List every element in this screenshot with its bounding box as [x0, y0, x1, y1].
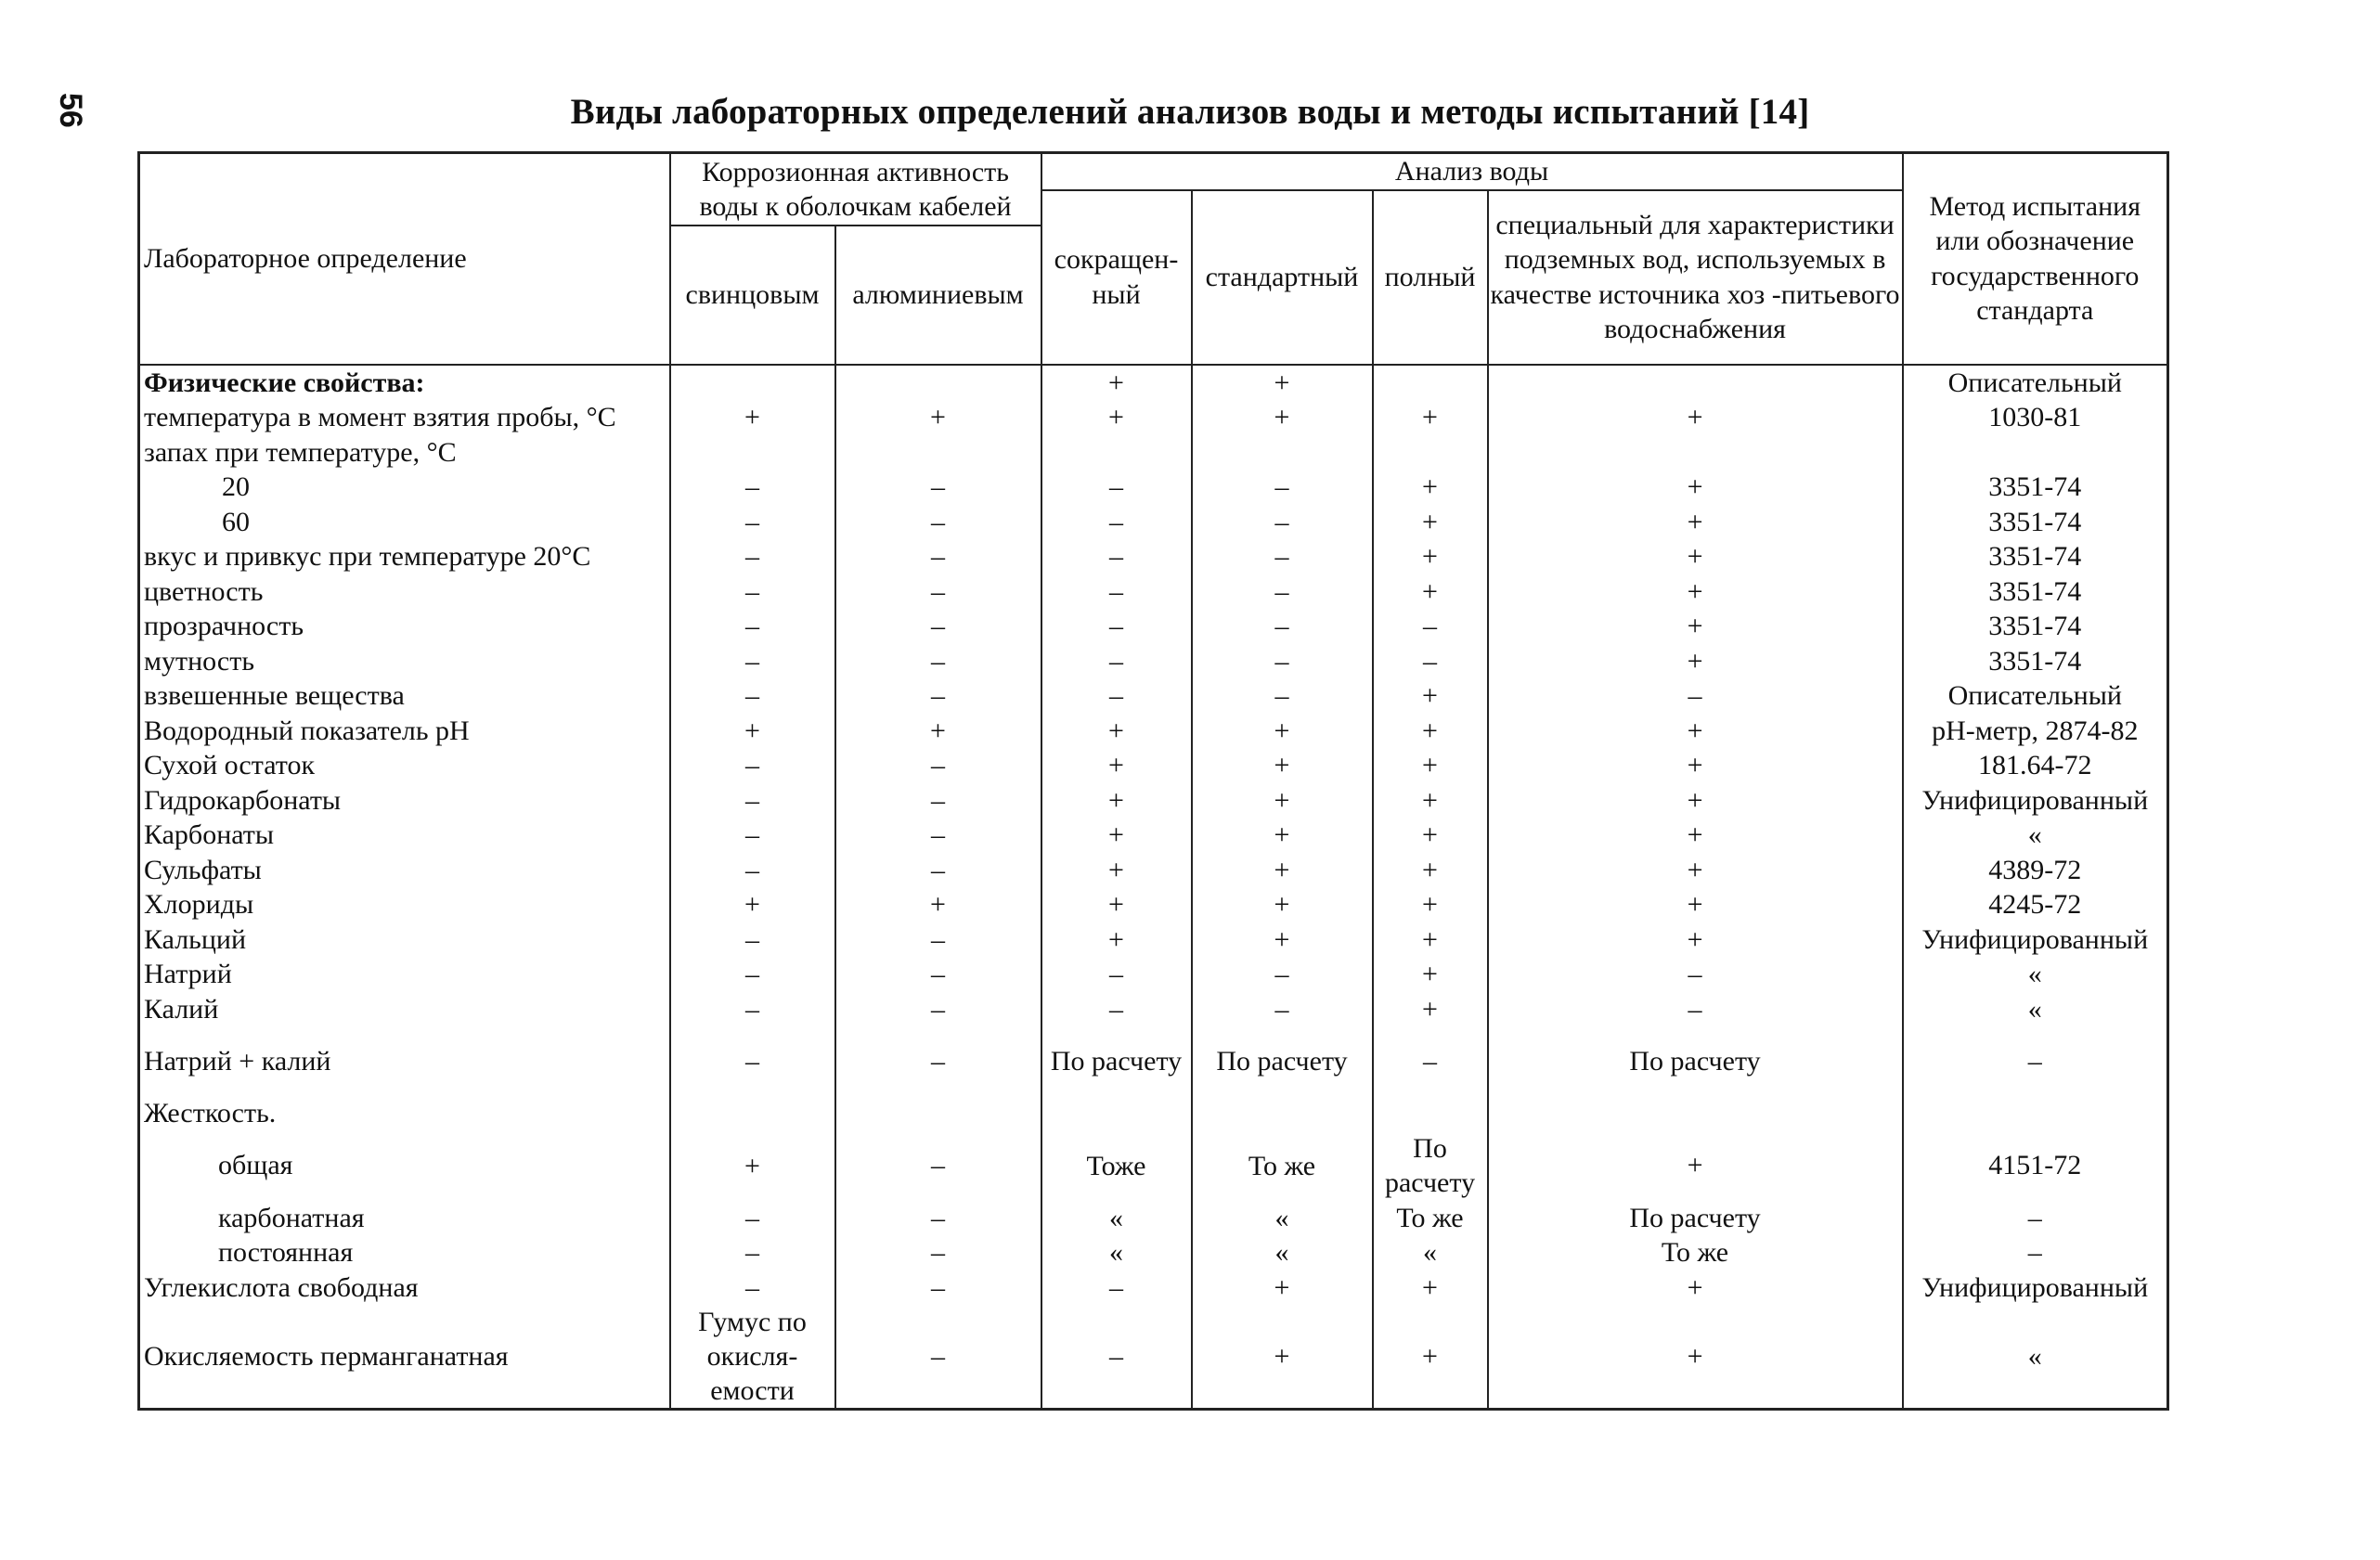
- row-label: мутность: [139, 644, 670, 679]
- cell-standard: +: [1192, 818, 1373, 853]
- cell-lead: +: [670, 887, 835, 922]
- table-row: [139, 922, 2168, 958]
- cell-standard: То же: [1192, 1131, 1373, 1201]
- cell-standard: –: [1192, 644, 1373, 679]
- cell-special: +: [1488, 574, 1903, 610]
- cell-standard: –: [1192, 470, 1373, 505]
- table-row: [139, 1235, 2168, 1270]
- header-special: специальный для характеристики подземных вод, используемых в качестве источника хоз -питьевого водоснабжения: [1488, 190, 1903, 365]
- cell-lead: –: [670, 609, 835, 644]
- table-row: [139, 887, 2168, 922]
- cell-special: По расчету: [1488, 1026, 1903, 1096]
- cell-full: +: [1373, 505, 1488, 540]
- cell-aluminum: –: [835, 678, 1041, 714]
- cell-lead: +: [670, 714, 835, 749]
- cell-reduced: +: [1041, 400, 1192, 435]
- cell-special: –: [1488, 957, 1903, 992]
- cell-method: pH-метр, 2874-82: [1903, 714, 2168, 749]
- table-row: [139, 1096, 2168, 1131]
- header-lab-test: Лабораторное определение: [139, 153, 670, 365]
- cell-standard: +: [1192, 922, 1373, 958]
- cell-standard: [1192, 1096, 1373, 1131]
- cell-method: 4389-72: [1903, 853, 2168, 888]
- cell-method: 3351-74: [1903, 470, 2168, 505]
- table-row: [139, 400, 2168, 435]
- cell-method: [1903, 1096, 2168, 1131]
- row-label: Жесткость.: [139, 1096, 670, 1131]
- cell-special: +: [1488, 1305, 1903, 1410]
- cell-reduced: +: [1041, 853, 1192, 888]
- cell-full: [1373, 365, 1488, 401]
- table-row: [139, 1201, 2168, 1236]
- cell-method: «: [1903, 957, 2168, 992]
- cell-aluminum: –: [835, 922, 1041, 958]
- cell-special: +: [1488, 853, 1903, 888]
- cell-special: +: [1488, 470, 1903, 505]
- cell-standard: +: [1192, 365, 1373, 401]
- cell-lead: –: [670, 783, 835, 819]
- cell-aluminum: –: [835, 470, 1041, 505]
- cell-method: 1030-81: [1903, 400, 2168, 435]
- cell-reduced: –: [1041, 609, 1192, 644]
- cell-full: +: [1373, 853, 1488, 888]
- cell-reduced: –: [1041, 470, 1192, 505]
- cell-reduced: По расчету: [1041, 1026, 1192, 1096]
- header-corrosion-group: Коррозионная активность воды к оболочкам кабелей: [670, 153, 1041, 226]
- table-row: [139, 748, 2168, 783]
- cell-special: По расчету: [1488, 1201, 1903, 1236]
- cell-full: +: [1373, 818, 1488, 853]
- row-label: Окисляемость перманганатная: [139, 1305, 670, 1410]
- row-label: общая: [139, 1131, 670, 1201]
- cell-aluminum: –: [835, 1235, 1041, 1270]
- cell-aluminum: –: [835, 818, 1041, 853]
- table-row: [139, 714, 2168, 749]
- lab-tests-table: [137, 151, 2169, 1411]
- cell-special: [1488, 1096, 1903, 1131]
- cell-standard: «: [1192, 1235, 1373, 1270]
- row-label: вкус и привкус при температуре 20°C: [139, 539, 670, 574]
- cell-reduced: +: [1041, 887, 1192, 922]
- cell-aluminum: –: [835, 1026, 1041, 1096]
- row-label: 20: [139, 470, 670, 505]
- cell-full: +: [1373, 887, 1488, 922]
- cell-standard: +: [1192, 853, 1373, 888]
- cell-standard: По расчету: [1192, 1026, 1373, 1096]
- cell-standard: +: [1192, 714, 1373, 749]
- cell-special: +: [1488, 400, 1903, 435]
- page-number: 56: [53, 93, 88, 128]
- cell-full: –: [1373, 609, 1488, 644]
- cell-special: +: [1488, 609, 1903, 644]
- cell-method: 4151-72: [1903, 1131, 2168, 1201]
- cell-method: 3351-74: [1903, 539, 2168, 574]
- cell-lead: –: [670, 992, 835, 1027]
- cell-reduced: +: [1041, 748, 1192, 783]
- cell-method: 3351-74: [1903, 644, 2168, 679]
- cell-lead: –: [670, 678, 835, 714]
- cell-method: 4245-72: [1903, 887, 2168, 922]
- table-row: [139, 1131, 2168, 1201]
- cell-method: Унифицированный: [1903, 1270, 2168, 1306]
- cell-lead: –: [670, 922, 835, 958]
- row-label: 60: [139, 505, 670, 540]
- cell-standard: +: [1192, 1305, 1373, 1410]
- cell-full: «: [1373, 1235, 1488, 1270]
- cell-lead: –: [670, 748, 835, 783]
- cell-full: –: [1373, 644, 1488, 679]
- cell-reduced: –: [1041, 1270, 1192, 1306]
- cell-method: «: [1903, 992, 2168, 1027]
- cell-full: +: [1373, 922, 1488, 958]
- cell-reduced: –: [1041, 1305, 1192, 1410]
- cell-method: [1903, 435, 2168, 471]
- cell-special: +: [1488, 1270, 1903, 1306]
- cell-lead: –: [670, 1270, 835, 1306]
- cell-full: +: [1373, 470, 1488, 505]
- cell-lead: [670, 435, 835, 471]
- cell-aluminum: [835, 435, 1041, 471]
- cell-standard: –: [1192, 992, 1373, 1027]
- cell-standard: –: [1192, 609, 1373, 644]
- cell-aluminum: +: [835, 887, 1041, 922]
- cell-method: –: [1903, 1235, 2168, 1270]
- cell-full: [1373, 1096, 1488, 1131]
- header-analysis-group: Анализ воды: [1041, 153, 1903, 190]
- table-row: [139, 992, 2168, 1027]
- cell-aluminum: –: [835, 574, 1041, 610]
- cell-lead: [670, 1096, 835, 1131]
- cell-method: Описательный: [1903, 678, 2168, 714]
- cell-reduced: –: [1041, 574, 1192, 610]
- row-label: Карбонаты: [139, 818, 670, 853]
- table-row: [139, 539, 2168, 574]
- cell-aluminum: –: [835, 783, 1041, 819]
- cell-reduced: [1041, 435, 1192, 471]
- row-label: Углекислота свободная: [139, 1270, 670, 1306]
- header-standard: стандартный: [1192, 190, 1373, 365]
- row-label: Калий: [139, 992, 670, 1027]
- row-label: Гидрокарбонаты: [139, 783, 670, 819]
- cell-reduced: –: [1041, 957, 1192, 992]
- cell-standard: [1192, 435, 1373, 471]
- cell-lead: –: [670, 957, 835, 992]
- cell-lead: Гумус по окисля-емости: [670, 1305, 835, 1410]
- cell-lead: [670, 365, 835, 401]
- cell-lead: –: [670, 505, 835, 540]
- cell-method: –: [1903, 1201, 2168, 1236]
- cell-special: +: [1488, 714, 1903, 749]
- cell-lead: –: [670, 574, 835, 610]
- cell-full: +: [1373, 574, 1488, 610]
- cell-standard: «: [1192, 1201, 1373, 1236]
- cell-standard: –: [1192, 539, 1373, 574]
- cell-lead: –: [670, 853, 835, 888]
- table-row: [139, 1305, 2168, 1410]
- cell-aluminum: +: [835, 400, 1041, 435]
- cell-standard: +: [1192, 1270, 1373, 1306]
- row-label: Водородный показатель pH: [139, 714, 670, 749]
- cell-reduced: –: [1041, 539, 1192, 574]
- cell-full: +: [1373, 992, 1488, 1027]
- cell-special: +: [1488, 644, 1903, 679]
- row-label: запах при температуре, °C: [139, 435, 670, 471]
- cell-special: То же: [1488, 1235, 1903, 1270]
- cell-full: –: [1373, 1026, 1488, 1096]
- cell-aluminum: –: [835, 748, 1041, 783]
- header-lead: свинцовым: [670, 226, 835, 365]
- cell-method: 181.64-72: [1903, 748, 2168, 783]
- cell-method: Унифицированный: [1903, 783, 2168, 819]
- cell-reduced: –: [1041, 678, 1192, 714]
- cell-standard: +: [1192, 783, 1373, 819]
- cell-aluminum: –: [835, 957, 1041, 992]
- cell-aluminum: –: [835, 853, 1041, 888]
- cell-full: [1373, 435, 1488, 471]
- cell-full: По расчету: [1373, 1131, 1488, 1201]
- cell-special: +: [1488, 748, 1903, 783]
- row-label: температура в момент взятия пробы, °C: [139, 400, 670, 435]
- cell-special: +: [1488, 1131, 1903, 1201]
- cell-aluminum: +: [835, 714, 1041, 749]
- cell-special: –: [1488, 678, 1903, 714]
- row-label: карбонатная: [139, 1201, 670, 1236]
- cell-special: +: [1488, 505, 1903, 540]
- cell-full: +: [1373, 400, 1488, 435]
- cell-aluminum: –: [835, 1131, 1041, 1201]
- cell-lead: –: [670, 644, 835, 679]
- cell-method: Описательный: [1903, 365, 2168, 401]
- cell-aluminum: –: [835, 539, 1041, 574]
- cell-aluminum: [835, 365, 1041, 401]
- table-row: [139, 644, 2168, 679]
- cell-reduced: +: [1041, 818, 1192, 853]
- cell-standard: +: [1192, 748, 1373, 783]
- cell-aluminum: [835, 1096, 1041, 1131]
- cell-lead: –: [670, 539, 835, 574]
- row-label: Сульфаты: [139, 853, 670, 888]
- cell-lead: –: [670, 1235, 835, 1270]
- cell-reduced: –: [1041, 644, 1192, 679]
- cell-standard: +: [1192, 887, 1373, 922]
- cell-special: +: [1488, 539, 1903, 574]
- table-row: [139, 435, 2168, 471]
- row-label: Натрий + калий: [139, 1026, 670, 1096]
- cell-full: +: [1373, 783, 1488, 819]
- cell-reduced: «: [1041, 1235, 1192, 1270]
- row-label: Натрий: [139, 957, 670, 992]
- cell-aluminum: –: [835, 644, 1041, 679]
- table-row: [139, 574, 2168, 610]
- row-label: постоянная: [139, 1235, 670, 1270]
- cell-full: +: [1373, 678, 1488, 714]
- table-row: [139, 853, 2168, 888]
- cell-special: [1488, 365, 1903, 401]
- cell-method: «: [1903, 1305, 2168, 1410]
- row-label: прозрачность: [139, 609, 670, 644]
- cell-reduced: +: [1041, 783, 1192, 819]
- table-row: [139, 609, 2168, 644]
- cell-reduced: «: [1041, 1201, 1192, 1236]
- cell-special: +: [1488, 887, 1903, 922]
- table-row: [139, 783, 2168, 819]
- row-label: взвешенные вещества: [139, 678, 670, 714]
- table-row: [139, 1270, 2168, 1306]
- cell-full: +: [1373, 714, 1488, 749]
- table-row: [139, 505, 2168, 540]
- cell-aluminum: –: [835, 1201, 1041, 1236]
- cell-standard: +: [1192, 400, 1373, 435]
- cell-reduced: –: [1041, 992, 1192, 1027]
- cell-special: –: [1488, 992, 1903, 1027]
- cell-method: 3351-74: [1903, 609, 2168, 644]
- row-label: Физические свойства:: [139, 365, 670, 401]
- cell-reduced: +: [1041, 365, 1192, 401]
- cell-reduced: +: [1041, 922, 1192, 958]
- page-title: Виды лабораторных определений анализов воды и методы испытаний [14]: [570, 92, 1810, 132]
- row-label: Хлориды: [139, 887, 670, 922]
- cell-aluminum: –: [835, 609, 1041, 644]
- cell-standard: –: [1192, 505, 1373, 540]
- cell-special: +: [1488, 818, 1903, 853]
- cell-full: +: [1373, 957, 1488, 992]
- cell-reduced: Тоже: [1041, 1131, 1192, 1201]
- table-row: [139, 1026, 2168, 1096]
- cell-standard: –: [1192, 957, 1373, 992]
- table-row: [139, 365, 2168, 401]
- cell-reduced: [1041, 1096, 1192, 1131]
- cell-lead: –: [670, 818, 835, 853]
- cell-method: «: [1903, 818, 2168, 853]
- cell-full: +: [1373, 1270, 1488, 1306]
- cell-lead: –: [670, 1026, 835, 1096]
- table-row: [139, 957, 2168, 992]
- cell-method: 3351-74: [1903, 574, 2168, 610]
- cell-full: +: [1373, 539, 1488, 574]
- cell-reduced: –: [1041, 505, 1192, 540]
- row-label: цветность: [139, 574, 670, 610]
- table-row: [139, 470, 2168, 505]
- cell-full: +: [1373, 748, 1488, 783]
- cell-special: +: [1488, 922, 1903, 958]
- cell-method: Унифицированный: [1903, 922, 2168, 958]
- cell-aluminum: –: [835, 992, 1041, 1027]
- cell-full: +: [1373, 1305, 1488, 1410]
- cell-lead: +: [670, 1131, 835, 1201]
- cell-method: –: [1903, 1026, 2168, 1096]
- cell-lead: –: [670, 1201, 835, 1236]
- row-label: Сухой остаток: [139, 748, 670, 783]
- cell-special: +: [1488, 783, 1903, 819]
- cell-standard: –: [1192, 678, 1373, 714]
- cell-lead: +: [670, 400, 835, 435]
- header-aluminum: алюминиевым: [835, 226, 1041, 365]
- cell-method: 3351-74: [1903, 505, 2168, 540]
- header-full: полный: [1373, 190, 1488, 365]
- cell-aluminum: –: [835, 1270, 1041, 1306]
- cell-reduced: +: [1041, 714, 1192, 749]
- row-label: Кальций: [139, 922, 670, 958]
- cell-special: [1488, 435, 1903, 471]
- cell-standard: –: [1192, 574, 1373, 610]
- table-row: [139, 678, 2168, 714]
- cell-full: То же: [1373, 1201, 1488, 1236]
- cell-aluminum: –: [835, 1305, 1041, 1410]
- cell-aluminum: –: [835, 505, 1041, 540]
- cell-lead: –: [670, 470, 835, 505]
- table-row: [139, 818, 2168, 853]
- header-reduced: сокращен-ный: [1041, 190, 1192, 365]
- header-method: Метод испытания или обозначение государственного стандарта: [1903, 153, 2168, 365]
